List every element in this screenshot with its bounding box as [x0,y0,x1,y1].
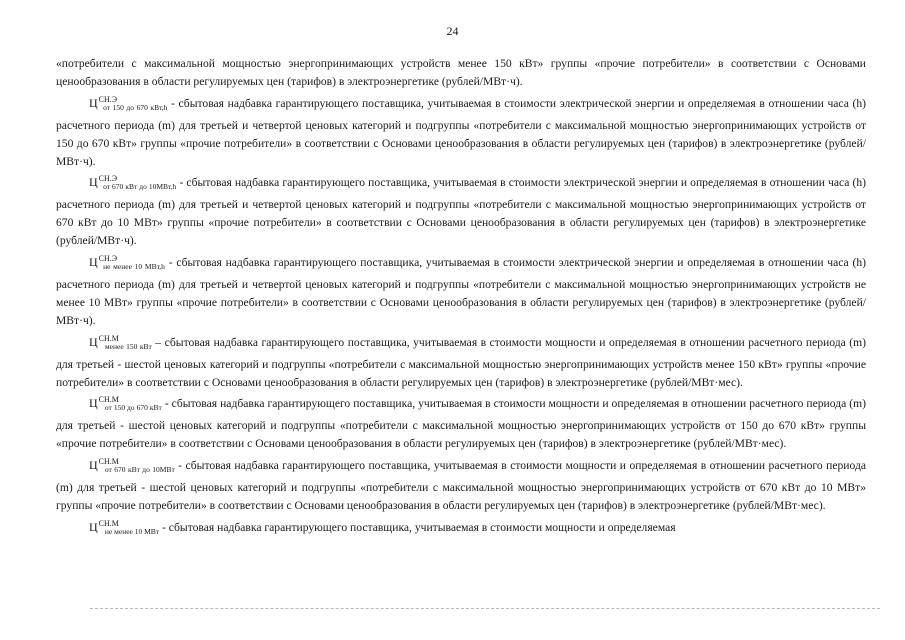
definition-paragraph [56,515,866,541]
definition-paragraph [56,391,866,453]
definition-paragraph [56,91,866,171]
formula-base: Ц [89,519,98,534]
formula-symbol [89,254,165,272]
formula-superscript: СН.Э [98,174,118,184]
formula-subscript: от 150 до 670 кВт [104,403,162,413]
formula-subscript: от 670 кВт до 10МВт,h [103,182,177,192]
formula-base: Ц [89,396,98,411]
formula-superscript: СН.М [98,518,119,528]
formula-superscript: СН.Э [98,254,118,264]
definition-paragraph [56,250,866,330]
formula-superscript: СН.М [98,333,119,343]
page-number: 24 [446,24,459,38]
formula-symbol [89,520,159,534]
formula-base: Ц [89,255,98,270]
formula-superscript: СН.М [98,457,119,467]
definition-paragraph [56,453,866,515]
definition-text: - сбытовая надбавка гарантирующего поставщика, учитываемая в стоимости мощности и определяемая в отношении расчетного периода (m) для третьей - шестой ценовых категорий и подгруппы «потребители с максимальной мощностью энергопринимающих устройств от 670 кВт до 10 МВт» группы «прочие потребители» в соответствии с Основами ценообразования в области регулируемых цен (тарифов) в электроэнергетике (рублей/МВт·мес). [56,459,866,512]
definition-text: - сбытовая надбавка гарантирующего поставщика, учитываемая в стоимости электрической энергии и определяемая в отношении часа (h) расчетного периода (m) для третьей и четвертой ценовых категорий и подгруппы «потребители с максимальной мощностью энергопринимающих устройств не менее 10 МВт» группы «прочие потребители» в соответствии с Основами ценообразования в области регулируемых цен (тарифов) в электроэнергетике (рублей/МВт·ч). [56,256,866,327]
formula-superscript: СН.Э [98,94,118,104]
definition-text: - сбытовая надбавка гарантирующего поставщика, учитываемая в стоимости мощности и определяемая в отношении расчетного периода (m) для третьей - шестой ценовых категорий и подгруппы «потребители с максимальной мощностью энергопринимающих устройств от 150 до 670 кВт» группы «прочие потребители» в соответствии с Основами ценообразования в области регулируемых цен (тарифов) в электроэнергетике (рублей/МВт·мес). [56,397,867,451]
page-bottom-divider [90,608,880,609]
definition-text: – сбытовая надбавка гарантирующего поставщика, учитываемая в стоимости мощности и определяемая в отношении расчетного периода (m) для третьей - шестой ценовых категорий и подгруппы «потребители с максимальной мощностью энергопринимающих устройств менее 150 кВт» группы «прочие потребители» в соответствии с Основами ценообразования в области регулируемых цен (тарифов) в электроэнергетике (рублей/МВт·мес). [56,335,867,389]
definition-paragraph [56,330,866,392]
formula-subscript: от 670 кВт до 10МВт [104,465,175,475]
formula-symbol [89,174,177,192]
formula-subscript: от 150 до 670 кВт,h [103,102,168,112]
formula-symbol [89,96,167,110]
formula-subscript: не менее 10 МВт [104,526,160,536]
document-body [56,55,866,541]
formula-subscript: менее 150 кВт [104,341,152,351]
formula-symbol [89,335,152,349]
formula-symbol [89,457,175,475]
formula-subscript: не менее 10 МВт,h [103,262,165,272]
formula-superscript: СН.М [98,395,119,405]
formula-base: Ц [89,95,98,110]
definition-paragraph [56,170,866,250]
formula-base: Ц [89,458,98,473]
formula-base: Ц [89,334,98,349]
definition-text: - сбытовая надбавка гарантирующего поставщика, учитываемая в стоимости мощности и определяемая [159,520,676,534]
intro-paragraph: «потребители с максимальной мощностью энергопринимающих устройств менее 150 кВт» группы «прочие потребители» в соответствии с Основами ценообразования в области регулируемых цен (тарифов) в электроэнергетике (рублей/МВт·ч). [56,57,866,88]
definition-text: - сбытовая надбавка гарантирующего поставщика, учитываемая в стоимости электрической энергии и определяемая в отношении часа (h) расчетного периода (m) для третьей и четвертой ценовых категорий и подгруппы «потребители с максимальной мощностью энергопринимающих устройств от 670 кВт до 10 МВт» группы «прочие потребители» в соответствии с Основами ценообразования в области регулируемых цен (тарифов) в электроэнергетике (рублей/МВт·ч). [56,176,866,248]
formula-symbol [89,395,162,413]
definition-text: - сбытовая надбавка гарантирующего поставщика, учитываемая в стоимости электрической энергии и определяемая в отношении часа (h) расчетного периода (m) для третьей и четвертой ценовых категорий и подгруппы «потребители с максимальной мощностью энергопринимающих устройств от 150 до 670 кВт» группы «прочие потребители» в соответствии с Основами ценообразования в области регулируемых цен (тарифов) в электроэнергетике (рублей/МВт·ч). [56,96,866,168]
formula-base: Ц [89,175,98,190]
